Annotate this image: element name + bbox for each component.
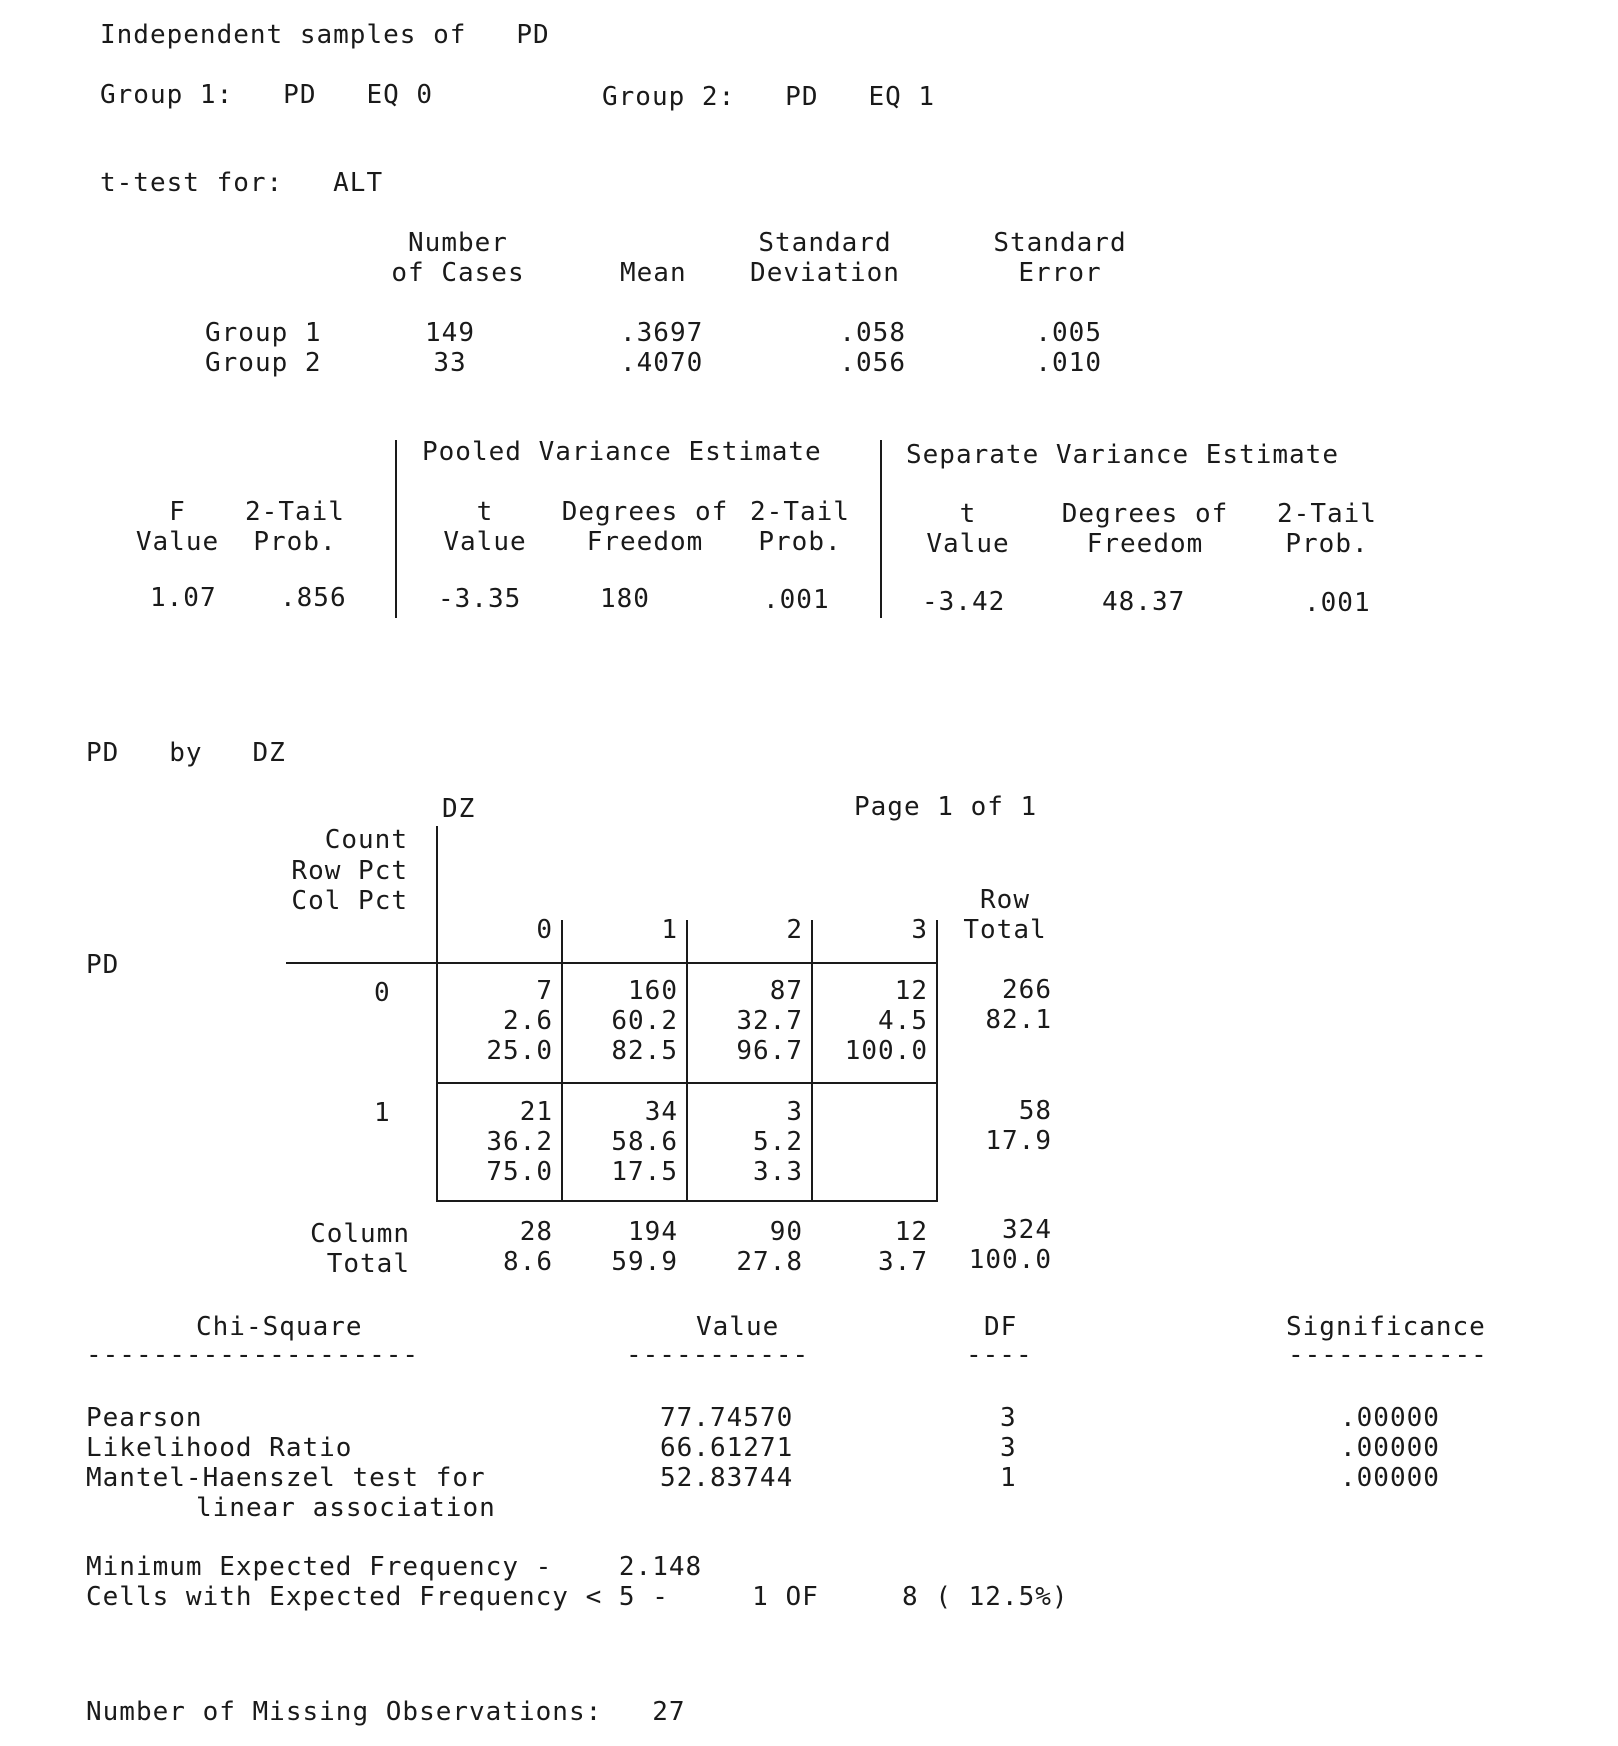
- cell-row-pct: 2.6: [503, 1006, 553, 1036]
- test-df: 3: [1000, 1433, 1017, 1463]
- header-cases-2: of Cases: [391, 258, 525, 288]
- column-header: 2: [786, 915, 803, 945]
- pooled-p-value: .001: [763, 585, 830, 615]
- cell-row-pct: 36.2: [486, 1127, 553, 1157]
- row-total-count: 58: [1018, 1096, 1052, 1126]
- cell-row-pct: 58.6: [611, 1127, 678, 1157]
- f-prob: .856: [280, 583, 347, 613]
- pooled-title: Pooled Variance Estimate: [422, 437, 822, 467]
- underline-df: ----: [966, 1340, 1033, 1370]
- separate-p-header-1: 2-Tail: [1277, 499, 1377, 529]
- separate-title: Separate Variance Estimate: [906, 440, 1339, 470]
- cell-col-pct: 75.0: [486, 1157, 553, 1187]
- cell-count: 7: [536, 976, 553, 1006]
- column-total-count: 194: [628, 1217, 678, 1247]
- cell-count: 34: [644, 1097, 678, 1127]
- se-value: .005: [1035, 318, 1102, 348]
- missing-observations: Number of Missing Observations: 27: [86, 1697, 686, 1727]
- se-value: .010: [1035, 348, 1102, 378]
- test-name: Likelihood Ratio: [86, 1433, 353, 1463]
- grid-line: [436, 1200, 938, 1202]
- header-se-1: Standard: [993, 228, 1127, 258]
- divider-line: [395, 440, 397, 618]
- header-cases-1: Number: [408, 228, 508, 258]
- test-value: 52.83744: [660, 1463, 794, 1493]
- grid-line: [436, 1082, 938, 1084]
- separate-t-header-2: Value: [926, 529, 1010, 559]
- header-se-2: Error: [1018, 258, 1102, 288]
- cell-count: 87: [769, 976, 803, 1006]
- group1-definition: Group 1: PD EQ 0: [100, 80, 434, 110]
- row-total-pct: 17.9: [985, 1126, 1052, 1156]
- cell-count: 21: [519, 1097, 553, 1127]
- row-total-count: 266: [1002, 975, 1052, 1005]
- column-total-count: 90: [769, 1217, 803, 1247]
- row-variable: PD: [86, 950, 120, 980]
- row-total-header-1: Row: [980, 885, 1030, 915]
- column-total-pct: 8.6: [503, 1247, 553, 1277]
- test-df: 3: [1000, 1403, 1017, 1433]
- header-mean: Mean: [620, 258, 687, 288]
- column-header: 3: [911, 915, 928, 945]
- stat-label-col-pct: Col Pct: [291, 886, 408, 916]
- underline-test: --------------------: [86, 1340, 420, 1370]
- cell-col-pct: 96.7: [736, 1036, 803, 1066]
- min-expected-frequency: Minimum Expected Frequency - 2.148: [86, 1552, 703, 1582]
- f-value: 1.07: [150, 583, 217, 613]
- column-total-pct: 59.9: [611, 1247, 678, 1277]
- divider-line: [880, 440, 882, 618]
- title: Independent samples of PD: [100, 20, 550, 50]
- header-df: DF: [984, 1312, 1018, 1342]
- pooled-t-header-1: t: [476, 497, 494, 527]
- grid-line: [286, 962, 938, 964]
- separate-p-value: .001: [1304, 588, 1371, 618]
- row-total-pct: 82.1: [985, 1005, 1052, 1035]
- column-header: 1: [661, 915, 678, 945]
- separate-df-value: 48.37: [1102, 587, 1186, 617]
- row-label: 0: [374, 978, 391, 1008]
- cell-col-pct: 25.0: [486, 1036, 553, 1066]
- crosstab-title: PD by DZ: [86, 738, 286, 768]
- pooled-df-header-2: Freedom: [586, 527, 704, 557]
- column-total-pct: 27.8: [736, 1247, 803, 1277]
- cases-value: 33: [433, 348, 467, 378]
- row-label: Group 1: [205, 318, 322, 348]
- fprob-header-1: 2-Tail: [245, 497, 345, 527]
- stat-label-row-pct: Row Pct: [291, 856, 408, 886]
- mean-value: .4070: [620, 348, 704, 378]
- separate-df-header-2: Freedom: [1086, 529, 1204, 559]
- grand-total-count: 324: [1002, 1215, 1052, 1245]
- mean-value: .3697: [620, 318, 704, 348]
- pooled-df-header-1: Degrees of: [561, 497, 729, 527]
- pooled-p-header-1: 2-Tail: [750, 497, 850, 527]
- cell-col-pct: 3.3: [753, 1157, 803, 1187]
- ttest-variable: t-test for: ALT: [100, 168, 384, 198]
- test-significance: .00000: [1340, 1463, 1440, 1493]
- header-value: Value: [696, 1312, 780, 1342]
- pooled-t-header-2: Value: [443, 527, 527, 557]
- fprob-header-2: Prob.: [253, 527, 337, 557]
- header-test: Chi-Square: [196, 1312, 363, 1342]
- row-total-header-2: Total: [963, 915, 1047, 945]
- column-total-count: 28: [519, 1217, 553, 1247]
- cell-col-pct: 82.5: [611, 1036, 678, 1066]
- sd-value: .058: [839, 318, 906, 348]
- f-header-2: Value: [135, 527, 220, 557]
- row-label: Group 2: [205, 348, 322, 378]
- cell-col-pct: 100.0: [844, 1036, 928, 1066]
- separate-t-value: -3.42: [922, 587, 1006, 617]
- header-significance: Significance: [1286, 1312, 1486, 1342]
- cell-count: 12: [894, 976, 928, 1006]
- cell-row-pct: 4.5: [878, 1006, 928, 1036]
- cells-expected-frequency: Cells with Expected Frequency < 5 - 1 OF 8 ( 12.5%): [86, 1582, 1069, 1612]
- column-total-count: 12: [894, 1217, 928, 1247]
- column-total-label-1: Column: [310, 1219, 410, 1249]
- column-total-pct: 3.7: [878, 1247, 928, 1277]
- pooled-t-value: -3.35: [438, 584, 522, 614]
- header-sd-1: Standard: [758, 228, 892, 258]
- column-variable: DZ: [442, 794, 476, 824]
- grand-total-pct: 100.0: [968, 1245, 1052, 1275]
- column-header: 0: [536, 915, 553, 945]
- cell-col-pct: 17.5: [611, 1157, 678, 1187]
- page-indicator: Page 1 of 1: [854, 792, 1038, 822]
- underline-significance: ------------: [1288, 1340, 1488, 1370]
- cell-count: 3: [786, 1097, 803, 1127]
- test-name: Pearson: [86, 1403, 203, 1433]
- test-value: 66.61271: [660, 1433, 794, 1463]
- test-significance: .00000: [1340, 1433, 1440, 1463]
- test-name-continuation: linear association: [196, 1493, 496, 1523]
- grid-line: [436, 826, 438, 1202]
- sd-value: .056: [839, 348, 906, 378]
- test-name: Mantel-Haenszel test for: [86, 1463, 486, 1493]
- group2-definition: Group 2: PD EQ 1: [602, 82, 936, 112]
- test-value: 77.74570: [660, 1403, 794, 1433]
- pooled-df-value: 180: [600, 584, 650, 614]
- cell-count: 160: [628, 976, 678, 1006]
- cell-row-pct: 60.2: [611, 1006, 678, 1036]
- stat-label-count: Count: [324, 825, 408, 855]
- cell-row-pct: 5.2: [753, 1127, 803, 1157]
- header-sd-2: Deviation: [750, 258, 900, 288]
- test-df: 1: [1000, 1463, 1017, 1493]
- separate-t-header-1: t: [959, 499, 977, 529]
- f-header-1: F: [169, 497, 186, 527]
- column-total-label-2: Total: [326, 1249, 410, 1279]
- separate-df-header-1: Degrees of: [1061, 499, 1229, 529]
- pooled-p-header-2: Prob.: [758, 527, 842, 557]
- cases-value: 149: [425, 318, 475, 348]
- cell-row-pct: 32.7: [736, 1006, 803, 1036]
- test-significance: .00000: [1340, 1403, 1440, 1433]
- row-label: 1: [374, 1098, 391, 1128]
- separate-p-header-2: Prob.: [1285, 529, 1369, 559]
- underline-value: -----------: [626, 1340, 810, 1370]
